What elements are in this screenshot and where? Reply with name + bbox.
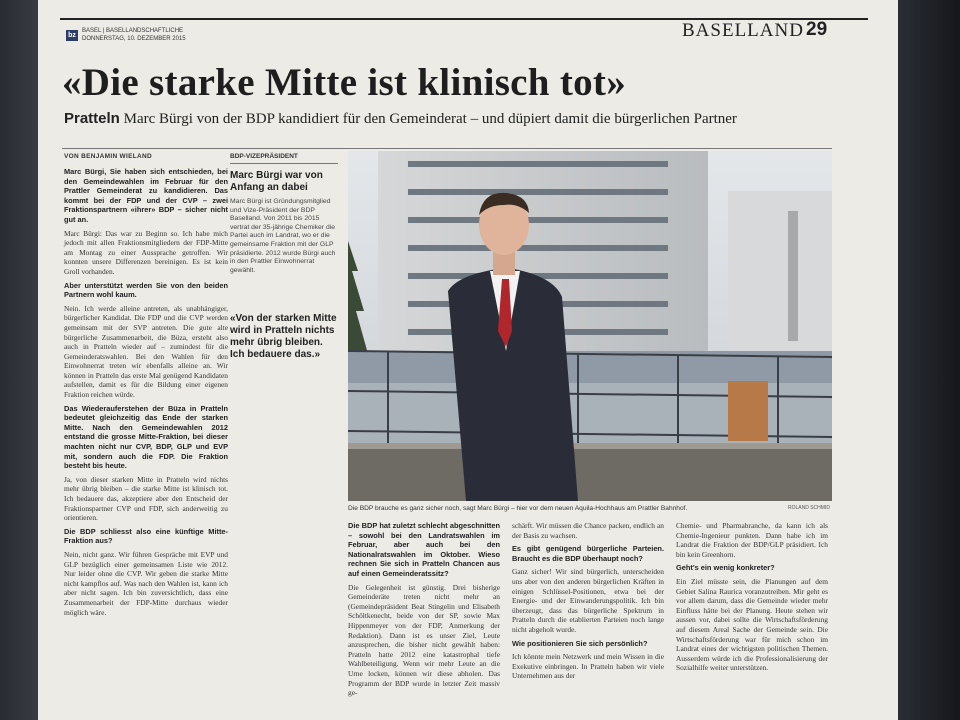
page-number: 29 (806, 19, 828, 40)
interview-answer: Chemie- und Pharmabranche, da kann ich als Chemie-Ingenieur punkten. Dann habe ich im Landrat die Fraktion der BDP/GLP präsidiert. Ich bin kein Greenhorn. (676, 521, 828, 559)
article-column-2 (348, 521, 500, 702)
interview-answer: Marc Bürgi: Das war zu Beginn so. Ich habe mich jedoch mit allen Fraktionsmitgliedern der FDP-Mitte am Montag zu einer Aussprache getroffen. Wir konnten unsere Differenzen bereinigen. Es ist kein Groll vorhanden. (64, 228, 228, 276)
publication-info (82, 27, 186, 43)
interview-question: Die BDP schliesst also eine künftige Mitte-Fraktion aus? (64, 526, 228, 546)
interview-answer: Ja, von dieser starken Mitte in Pratteln wird nichts mehr übrig bleiben – die starke Mitte ist klinisch tot. Ich bedauere das, akzeptiere aber den Entscheid der Fraktionspartner CVP und FDP, sich anderweitig zu orientieren. (64, 474, 228, 523)
interview-question: Das Wiederauferstehen der Büza in Pratteln bedeutet gleichzeitig das Ende der starken Mitte. Nach den Gemeindewahlen 2012 entstand die grosse Mitte-Fraktion, bei dieser machten nicht nur CVP, BDP, GLP und EVP mit, sondern auch die FDP. Die Fraktion besteht bis heute. (64, 403, 228, 471)
interview-question: Marc Bürgi, Sie haben sich entschieden, bei den Gemeindewahlen im Februar für den Prattler Gemeinderat zu kandidieren. Das kommt bei der FDP und der CVP – zwei Fraktionspartnern «ihrer» BDP – sicher nicht gut an. (64, 167, 228, 224)
photo-illustration (348, 151, 832, 501)
photo-caption: Die BDP brauche es ganz sicher noch, sagt Marc Bürgi – hier vor dem neuen Aquila-Hochhaus am Prattler Bahnhof. (348, 505, 688, 512)
newspaper-page (38, 0, 898, 720)
photo-credit: ROLAND SCHMID (788, 505, 830, 511)
sidebar-kicker: BDP-VIZEPRÄSIDENT (230, 153, 338, 164)
interview-question: Es gibt genügend bürgerliche Parteien. Braucht es die BDP überhaupt noch? (512, 544, 664, 563)
interview-question: Aber unterstützt werden Sie von den beiden Partnern wohl kaum. (64, 280, 228, 300)
subhead-text: Marc Bürgi von der BDP kandidiert für den Gemeinderat – und düpiert damit die bürgerlichen Partner (123, 111, 737, 127)
interview-answer: Ganz sicher! Wir sind bürgerlich, unterscheiden uns aber von den anderen bürgerlichen Kräften in einigen Schlüssel-Positionen, etwa bei der Energie- und der Einwanderungspolitik. Ich bin überzeugt, dass das bürgerliche Spektrum in Pratteln durch die etablierten Parteien noch lange nicht abgeholt wurde. (512, 567, 664, 634)
subheadline (64, 110, 737, 128)
interview-question: Geht's ein wenig konkreter? (676, 563, 775, 573)
terrace-floor (348, 446, 832, 501)
interview-answer: schärft. Wir müssen die Chance packen, endlich an der Basis zu wachsen. (512, 521, 664, 540)
interview-question: Die BDP hat zuletzt schlecht abgeschnitten – sowohl bei den Landratswahlen im Februar, aber auch bei den Nationalratswahlen im Oktober. Wieso rechnen Sie sich in Pratteln Chancen aus auf einen Gemeinderatssitz? (348, 521, 500, 578)
divider (62, 148, 832, 149)
interview-answer: Ich könnte mein Netzwerk und mein Wissen in die Exekutive einbringen. In Pratteln haben wir viele Unternehmen aus der (512, 652, 664, 681)
interview-answer: Nein. Ich werde alleine antreten, als unabhängiger, bürgerlicher Kandidat. Die FDP und die CVP werden gemeinsam mit der SVP antreten. Die gute alte bürgerliche Zusammenarbeit, die Büza, ersteht also auch in Pratteln wieder auf – zumindest für die Gemeinderatswahlen. Bei den Wahlen für den Einwohnerrat treten wir ebenfalls alleine an. Wir können in Pratteln das erste Mal genügend Kandidaten aufstellen, damit es für die Bildung einer eigenen Fraktion reichen würde. (64, 303, 228, 400)
article-column-4 (676, 521, 828, 677)
interview-answer: Ein Ziel müsste sein, die Planungen auf dem Gebiet Salina Raurica voranzutreiben. Mir geht es vor allem darum, dass die Gemeinde wieder mehr Einfluss hätte bei der Planung. Heute stehen wir aussen vor, dabei sollte die Wirtschaftsförderung auf diesem Areal Sache der Gemeinde sein. Die Wirtschaftsförderung war für mich schon im Landrat eines der wichtigsten politischen Themen. Ausserdem würde ich die Professionalisierung der Sozialhilfe weiter unterstützen. (676, 576, 828, 673)
publication-name: BASEL | BASELLANDSCHAFTLICHE (82, 28, 184, 34)
background-right (898, 0, 960, 720)
article-column-3 (512, 521, 664, 685)
sidebar-box (230, 153, 338, 361)
article-photo (348, 151, 832, 501)
background-left (0, 0, 38, 720)
headline: «Die starke Mitte ist klinisch tot» (62, 61, 627, 104)
pull-quote: «Von der starken Mitte wird in Pratteln nichts mehr übrig bleiben. Ich bedauere das.» (230, 313, 337, 361)
byline: VON BENJAMIN WIELAND (64, 153, 152, 160)
publication-date: DONNERSTAG, 10. DEZEMBER 2015 (82, 36, 186, 42)
interview-question: Wie positionieren Sie sich persönlich? (512, 638, 648, 648)
publication-logo: bz (66, 30, 78, 41)
section-title: BASELLAND (682, 20, 804, 41)
article-column-1 (64, 167, 228, 621)
sidebar-title: Marc Bürgi war von Anfang an dabei (230, 170, 323, 193)
interview-answer: Nein, nicht ganz. Wir führen Gespräche mit EVP und GLP bezüglich einer gemeinsamen Liste wie 2012. Nur leider ohne die CVP. Wir geben die starke Mitte nicht kampflos auf. Was nach den Wahlen ist, kann ich aber nicht sagen. Ich bin zuversichtlich, dass eine Zusammenarbeit der FDP-Mitte durchaus wieder möglich wäre. (64, 549, 228, 617)
interview-answer: Die Gelegenheit ist günstig. Drei bisherige Gemeinderäte treten nicht mehr an (Gemeindepräsident Beat Stingelin und Elisabeth Schöltkenecht, beide von der SP, sowie Max Hippenmeyer von der FDP, Anmerkung der Redaktion). Dann ist es unser Ziel, Leute anzusprechen, die bisher nicht gewählt haben: Pratteln hatte 2012 eine katastrophal tiefe Wahlbeteiligung. Wenn wir mehr Leute an die Urne locken, können wir diese abholen. Das Programm der BDP wurde in letzter Zeit massiv ge- (348, 582, 500, 698)
sidebar-body: Marc Bürgi ist Gründungsmitglied und Vize-Präsident der BDP Baselland. Von 2011 bis 2015 vertrat der 35-jährige Chemiker die Partei auch im Landrat, wo er die gemeinsame Fraktion mit der GLP präsidierte. 2012 wurde Bürgi auch in den Prattler Einwohnerrat gewählt. (230, 198, 336, 274)
subhead-place: Pratteln (64, 110, 120, 127)
